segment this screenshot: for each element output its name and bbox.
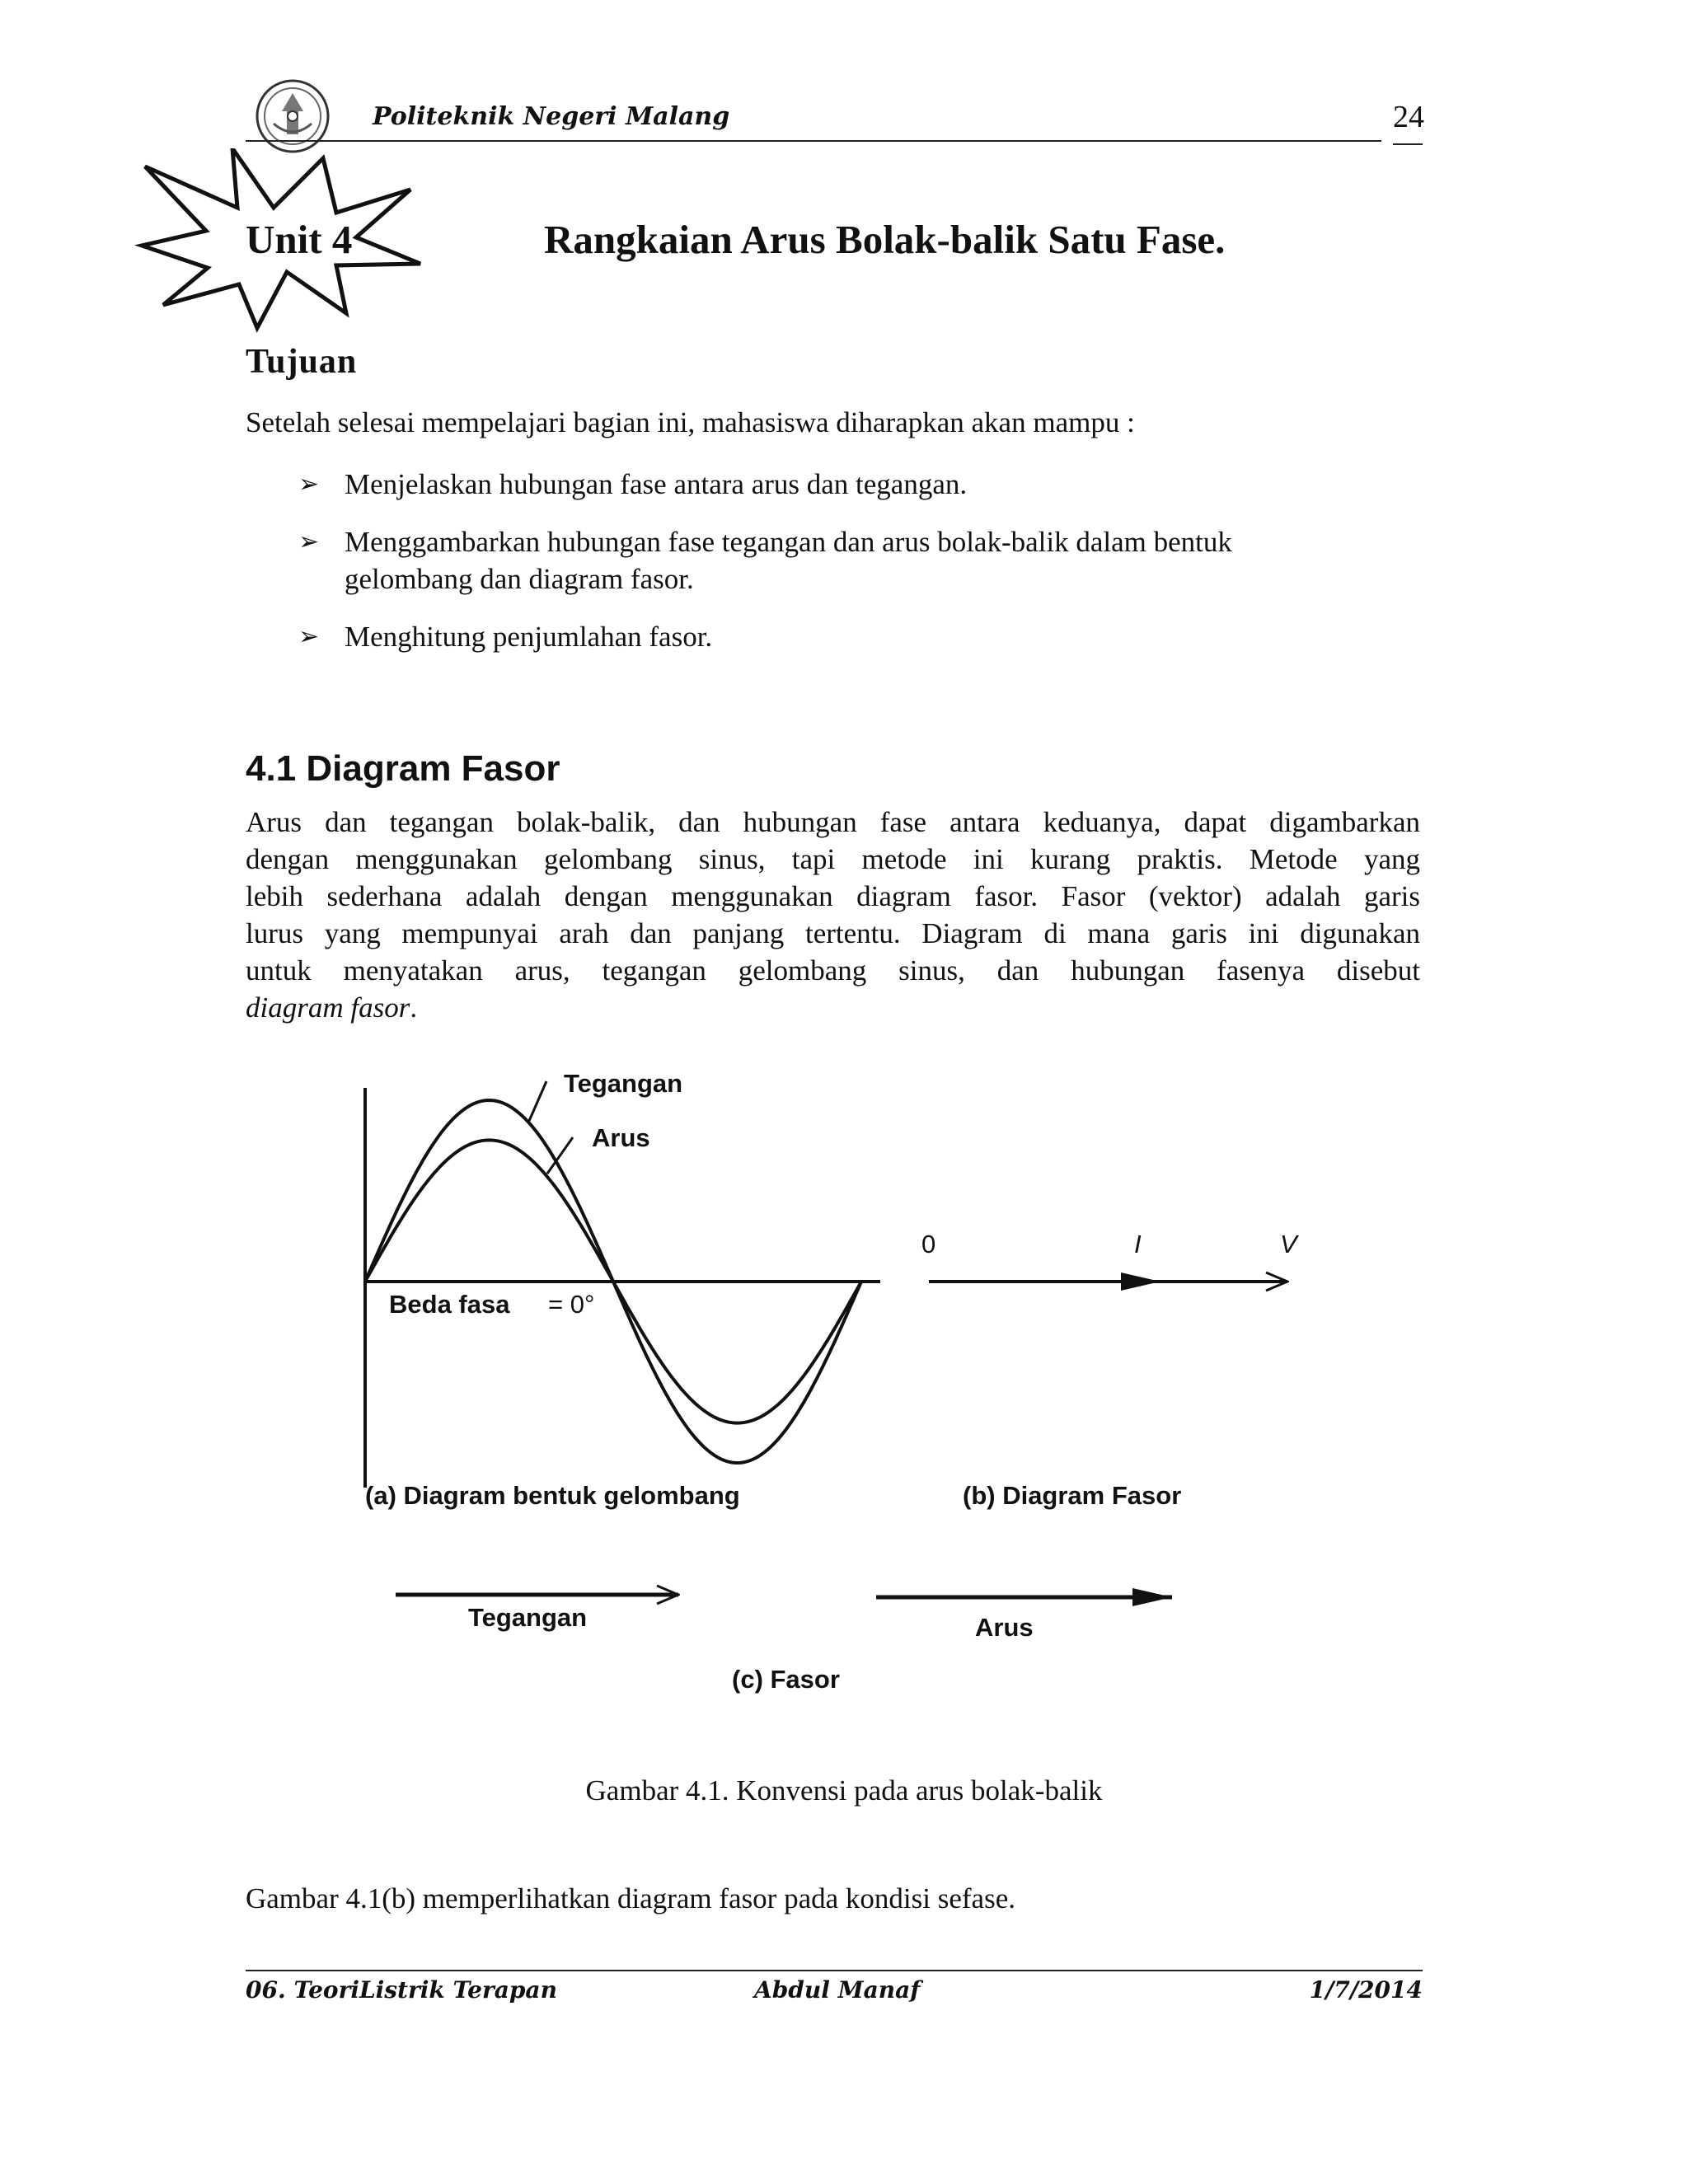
caption-a: (a) Diagram bentuk gelombang (365, 1481, 740, 1510)
footer-rule (246, 1970, 1423, 1971)
arrow-bullet-icon: ➢ (298, 470, 320, 499)
phasor-v-label: V (1280, 1230, 1297, 1258)
body-line-last: diagram fasor. (246, 991, 418, 1024)
phasor-origin-label: 0 (921, 1230, 936, 1258)
arrow-bullet-icon: ➢ (298, 527, 320, 556)
caption-b: (b) Diagram Fasor (963, 1481, 1182, 1510)
polinema-seal-icon (244, 78, 341, 154)
page-number-rule (1393, 143, 1423, 145)
figure-caption: Gambar 4.1. Konvensi pada arus bolak-balik (585, 1774, 1103, 1807)
arrow-bullet-icon: ➢ (298, 622, 320, 651)
fasor-tegangan-label: Tegangan (468, 1603, 588, 1632)
logo (244, 78, 341, 154)
unit-badge: Unit 4 (246, 217, 353, 262)
series-tegangan (365, 1100, 861, 1463)
label-tegangan: Tegangan (564, 1069, 683, 1098)
body-line: Arus dan tegangan bolak-balik, dan hubungan fase antara keduanya, dapat digambarkan (246, 806, 1420, 838)
page-number: 24 (1393, 100, 1424, 134)
body-line: dengan menggunakan gelombang sinus, tapi metode ini kurang praktis. Metode yang (246, 843, 1420, 875)
caption-c: (c) Fasor (732, 1665, 840, 1694)
leader-tegangan (529, 1081, 546, 1121)
footer-center: Abdul Manaf (754, 1976, 921, 2004)
leader-arus (547, 1137, 573, 1174)
header-rule (246, 140, 1381, 142)
list-item-continuation: gelombang dan diagram fasor. (345, 563, 694, 595)
unit-title: Rangkaian Arus Bolak-balik Satu Fase. (544, 217, 1226, 262)
series-arus (365, 1140, 861, 1422)
footer-left: 06. TeoriListrik Terapan (246, 1976, 557, 2004)
label-beda-fasa-value: = 0° (548, 1290, 595, 1319)
body-line: untuk menyatakan arus, tegangan gelombang sinus, dan hubungan fasenya disebut (246, 954, 1420, 987)
tujuan-intro: Setelah selesai mempelajari bagian ini, mahasiswa diharapkan akan mampu : (246, 406, 1135, 438)
closing-paragraph: Gambar 4.1(b) memperlihatkan diagram fasor pada kondisi sefase. (246, 1882, 1015, 1915)
footer-right: 1/7/2014 (1309, 1976, 1423, 2004)
fasor-arus-label: Arus (975, 1613, 1034, 1642)
header-institution: Politeknik Negeri Malang (373, 102, 730, 131)
body-line: lebih sederhana adalah dengan menggunakan diagram fasor. Fasor (vektor) adalah garis (246, 880, 1420, 912)
section-heading: 4.1 Diagram Fasor (246, 748, 560, 789)
body-line: lurus yang mempunyai arah dan panjang tertentu. Diagram di mana garis ini digunakan (246, 917, 1420, 949)
phasor-i-label: I (1134, 1230, 1142, 1258)
label-beda-fasa: Beda fasa (389, 1290, 510, 1319)
tujuan-heading: Tujuan (246, 343, 358, 381)
term-diagram-fasor: diagram fasor (246, 991, 410, 1024)
label-arus: Arus (592, 1123, 650, 1152)
